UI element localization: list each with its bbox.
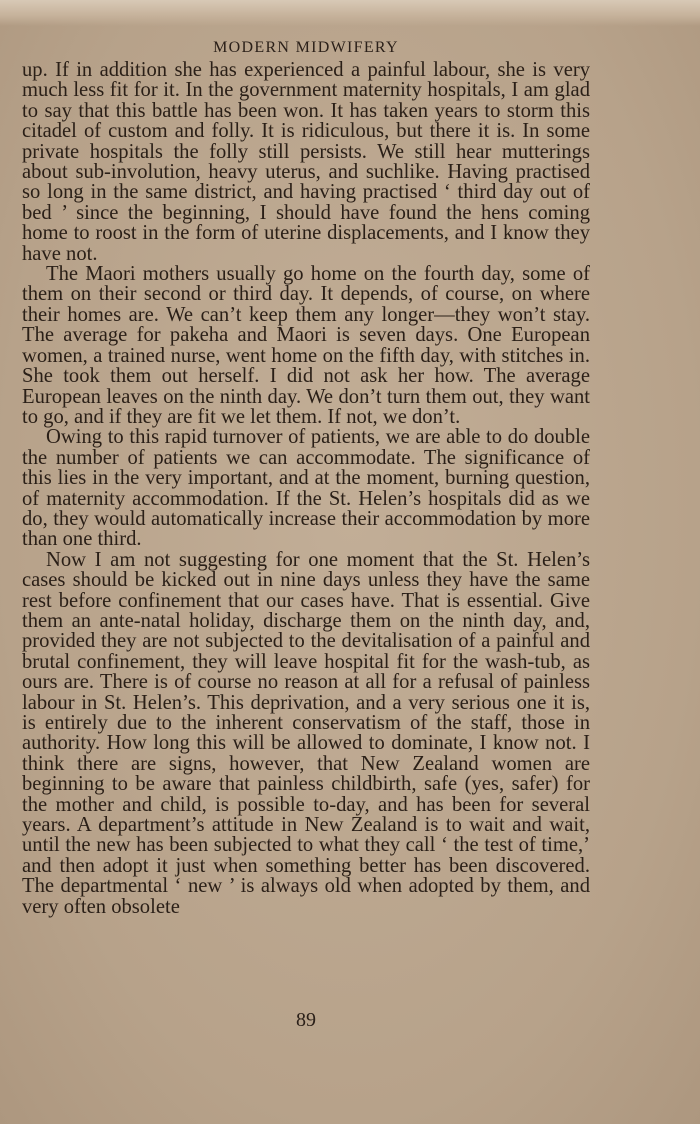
paragraph: Now I am not suggesting for one moment that the St. Helen’s cases should be kicked out in nine days unless they have the same rest before confinement that our cases have. That is essential. Give them an ante-natal holiday, discharge them on the ninth day, and, provided they are not subjected to the devitalisation of a painful and brutal confinement, they will leave hospital fit for the wash-tub, as ours are. There is of course no reason at all for a refusal of painless labour in St. Helen’s. This deprivation, and a very serious one it is, is entirely due to the inherent conservatism of the staff, those in authority. How long this will be allowed to dominate, I know not. I think there are signs, however, that New Zealand women are beginning to be aware that painless childbirth, safe (yes, safer) for the mother and child, is possible to-day, and has been for several years. A department’s attitude in New Zealand is to wait and wait, until the new has been subjected to what they call ‘ the test of time,’ and then adopt it just when something better has been discovered. The departmental ‘ new ’ is always old when adopted by them, and very often obsolete [22,548,590,918]
page-number: 89 [296,1009,316,1031]
running-head: MODERN MIDWIFERY [213,39,399,56]
body-text [22,60,590,917]
paragraph: Owing to this rapid turnover of patients, we are able to do double the number of patients we can accommodate. The significance of this lies in the very important, and at the moment, burning question, of maternity accommodation. If the St. Helen’s hospitals did as we do, they would automatically increase their accommodation by more than one third. [22,426,590,551]
page-top-edge [0,0,700,26]
paragraph: up. If in addition she has experienced a painful labour, she is very much less fit for it. In the government maternity hospitals, I am glad to say that this battle has been won. It has taken years to storm this citadel of custom and folly. It is ridiculous, but there it is. In some private hospitals the folly still persists. We still hear mutterings about sub-involution, heavy uterus, and suchlike. Having practised so long in the same district, and having practised ‘ third day out of bed ’ since the beginning, I should have found the hens coming home to roost in the form of uterine displacements, and I know they have not. [22,59,590,265]
paragraph: The Maori mothers usually go home on the fourth day, some of them on their second or third day. It depends, of course, on where their homes are. We can’t keep them any longer—they won’t stay. The average for pakeha and Maori is seven days. One European women, a trained nurse, went home on the fifth day, with stitches in. She took them out herself. I did not ask her how. The average European leaves on the ninth day. We don’t turn them out, they want to go, and if they are fit we let them. If not, we don’t. [22,263,590,428]
